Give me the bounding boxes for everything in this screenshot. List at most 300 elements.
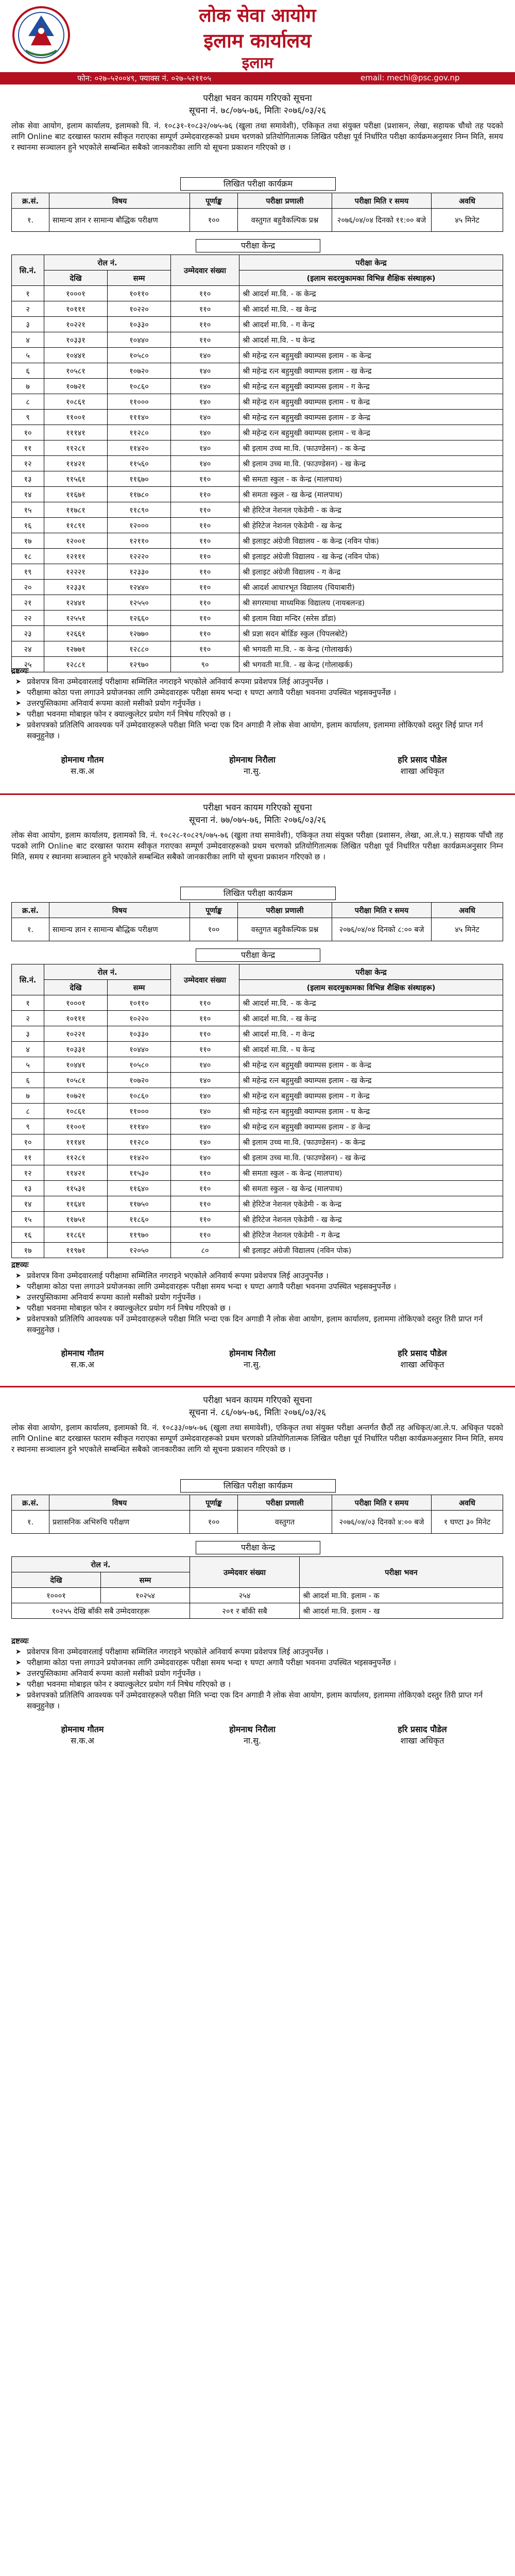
signatory-name: हरि प्रसाद पौडेल	[398, 1724, 447, 1734]
roll-from: १२२२१	[44, 564, 108, 580]
serial-number: १	[12, 286, 44, 301]
candidate-count: १४०	[171, 348, 239, 363]
table-row	[12, 1119, 503, 1134]
schedule-cell: १.	[12, 209, 49, 232]
roll-from: ११५६१	[44, 471, 108, 487]
serial-number: ११	[12, 440, 44, 456]
table-row	[12, 1165, 503, 1181]
candidate-count: २५४	[190, 1588, 300, 1603]
center-head: देखि	[12, 1572, 101, 1588]
roll-from: ११४२१	[44, 456, 108, 471]
note-item: ➤ प्रवेशपत्रको प्रतिलिपि आवश्यक पर्ने उम्मेदवारहरूले परीक्षा मिति भन्दा एक दिन अगाडी नै लोक सेवा आयोग, इलाम कार्यालय, इलाममा तोकिएको दस्तुर तिरी प्राप्त गर्न सक्नुहुनेछ ।	[27, 1690, 501, 1711]
serial-number: १४	[12, 1196, 44, 1212]
notes	[11, 1260, 501, 1335]
center-head: देखि	[44, 980, 108, 995]
center-head: रोल नं.	[44, 964, 171, 980]
roll-range: १०२५५ देखि बाँकी सबै उम्मेदवारहरू	[12, 1603, 190, 1619]
roll-from: ११००१	[44, 1119, 108, 1134]
center-head: (इलाम सदरमुकामका विभिन्न शैक्षिक संस्थाहरू)	[239, 270, 503, 286]
signatory-name: होमनाथ गौतम	[61, 1724, 104, 1734]
note-item: ➤ परीक्षामा कोठा पत्ता लगाउने प्रयोजनका लागि उम्मेदवारहरू परीक्षा समय भन्दा १ घण्टा अगावै परीक्षा भवनमा उपस्थित भइसक्नुपर्नेछ ।	[27, 1657, 501, 1668]
signatory-post: शाखा अधिकृत	[400, 766, 444, 776]
schedule-head: परीक्षा मिति र समय	[332, 1495, 432, 1511]
roll-from: १०५८१	[44, 1073, 108, 1088]
exam-center: श्री आदर्श मा.वि. - ख केन्द्र	[239, 1011, 503, 1026]
signatory-post: शाखा अधिकृत	[400, 1736, 444, 1745]
roll-from: १०५८१	[44, 363, 108, 379]
serial-number: १	[12, 995, 44, 1011]
exam-center: श्री सगरमाथा माध्यमिक विद्यालय (नायबलन्ड)	[239, 595, 503, 611]
schedule-head: पूर्णाङ्क	[190, 903, 238, 918]
signatures	[0, 1347, 515, 1378]
center-head: उम्मेदवार संख्या	[171, 255, 239, 286]
signature-block	[21, 1723, 144, 1746]
roll-to: ११८६०	[108, 1212, 171, 1227]
schedule-cell: १.	[12, 1511, 49, 1534]
table-row	[12, 425, 503, 440]
candidate-count: १४०	[171, 394, 239, 410]
candidate-count: १४०	[171, 1088, 239, 1104]
serial-number: १२	[12, 1165, 44, 1181]
schedule-cell: १००	[190, 209, 238, 232]
schedule-head: अवधि	[432, 1495, 503, 1511]
table-row	[12, 1243, 503, 1258]
roll-from: १०७२१	[44, 1088, 108, 1104]
schedule-cell: १ घण्टा ३० मिनेट	[432, 1511, 503, 1534]
org-name: लोक सेवा आयोग	[199, 5, 316, 26]
notes	[11, 666, 501, 741]
signatures	[0, 1723, 515, 1754]
table-row	[12, 564, 503, 580]
candidate-count: ११०	[171, 995, 239, 1011]
table-row	[12, 549, 503, 564]
roll-to: १०११०	[108, 995, 171, 1011]
note-item: ➤ परीक्षा भवनमा मोबाइल फोन र क्याल्कुलेटर प्रयोग गर्न निषेध गरिएको छ ।	[27, 1679, 501, 1690]
note-item: ➤ उत्तरपुस्तिकामा अनिवार्य रूपमा कालो मसीको प्रयोग गर्नुपर्नेछ ।	[27, 698, 501, 709]
table-row	[12, 1011, 503, 1026]
table-row	[12, 363, 503, 379]
signatory-post: स.क.अ	[71, 1736, 94, 1745]
table-row	[12, 1150, 503, 1165]
center-table	[11, 255, 503, 672]
candidate-count: ९०	[171, 657, 239, 672]
roll-to: १०३३०	[108, 317, 171, 332]
schedule-cell: १००	[190, 918, 238, 941]
office-name: इलाम कार्यालय	[203, 29, 312, 52]
serial-number: ९	[12, 1119, 44, 1134]
candidate-count: १४०	[171, 1134, 239, 1150]
exam-center: श्री समता स्कुल - क केन्द्र (मालपाथ)	[239, 1165, 503, 1181]
roll-to: ११५६०	[108, 456, 171, 471]
letterhead	[0, 0, 515, 88]
serial-number: ११	[12, 1150, 44, 1165]
roll-from: १०७२१	[44, 379, 108, 394]
exam-center: श्री इलाइट अंग्रेजी विद्यालय - ग केन्द्र	[239, 564, 503, 580]
roll-to: १२३३०	[108, 564, 171, 580]
serial-number: ४	[12, 1042, 44, 1057]
exam-center: श्री हेरिटेज नेशनल एकेडेमी - क केन्द्र	[239, 502, 503, 518]
table-row	[12, 456, 503, 471]
serial-number: १४	[12, 487, 44, 502]
table-row	[12, 301, 503, 317]
roll-to: ११४२०	[108, 440, 171, 456]
table-row	[12, 1196, 503, 1212]
notice-paragraph: लोक सेवा आयोग, इलाम कार्यालय, इलामको वि. नं. १०८३३/०७५-७६ (खुला तथा समावेशी), एकिकृत तथा संयुक्त परीक्षा अन्तर्गत छैठौं तह अधिकृत/आ.ले.प. अधिकृत पदको लागि Online बाट दरखास्त फाराम स्वीकृत गराएका सम्पूर्ण उम्मेदवारहरूको प्रथम चरणको प्रतियोगितात्मक लिखित परीक्षा पूर्व निर्धारित परीक्षा कार्यक्रमअनुसार निम्न मिति, समय र स्थानमा सञ्चालन हुने भएकोले सम्बन्धित सबैको जानकारीका लागि यो सूचना प्रकाशन गरिएको छ ।	[11, 1423, 503, 1454]
schedule-head: विषय	[49, 1495, 190, 1511]
candidate-count: १४०	[171, 440, 239, 456]
serial-number: १७	[12, 533, 44, 549]
exam-center: श्री आदर्श मा.वि. - ख केन्द्र	[239, 301, 503, 317]
signatory-post: ना.सु.	[243, 766, 261, 776]
signatory-name: होमनाथ निरौला	[229, 1724, 276, 1734]
schedule-head: परीक्षा प्रणाली	[238, 1495, 332, 1511]
exam-center: श्री महेन्द्र रत्न बहुमुखी क्याम्पस इलाम - घ केन्द्र	[239, 1104, 503, 1119]
note-item: ➤ परीक्षामा कोठा पत्ता लगाउने प्रयोजनका लागि उम्मेदवारहरू परीक्षा समय भन्दा १ घण्टा अगावै परीक्षा भवनमा उपस्थित भइसक्नुपर्नेछ ।	[27, 1281, 501, 1292]
roll-from: १०००१	[12, 1588, 101, 1603]
serial-number: १३	[12, 471, 44, 487]
roll-to: १११४०	[108, 410, 171, 425]
roll-from: १०३३१	[44, 332, 108, 348]
exam-center: श्री महेन्द्र रत्न बहुमुखी क्याम्पस इलाम - घ केन्द्र	[239, 394, 503, 410]
schedule-cell: १.	[12, 918, 49, 941]
roll-to: ११२८०	[108, 425, 171, 440]
roll-from: ११७५१	[44, 1212, 108, 1227]
signatory-post: शाखा अधिकृत	[400, 1360, 444, 1369]
schedule-title: लिखित परीक्षा कार्यक्रम	[180, 1479, 336, 1493]
schedule-cell: २०७६/०४/०४ दिनको ११:०० बजे	[332, 209, 432, 232]
table-row	[12, 410, 503, 425]
exam-center: श्री महेन्द्र रत्न बहुमुखी क्याम्पस इलाम - ख केन्द्र	[239, 1073, 503, 1088]
exam-center: श्री आदर्श मा.वि. - घ केन्द्र	[239, 332, 503, 348]
center-head: सम्म	[101, 1572, 190, 1588]
table-row	[12, 440, 503, 456]
candidate-count: ११०	[171, 1026, 239, 1042]
signature-block	[191, 1723, 314, 1746]
roll-to: ११७८०	[108, 487, 171, 502]
table-row	[12, 641, 503, 657]
exam-center: श्री महेन्द्र रत्न बहुमुखी क्याम्पस इलाम - क केन्द्र	[239, 1057, 503, 1073]
exam-center: श्री आदर्श मा.वि. - घ केन्द्र	[239, 1042, 503, 1057]
roll-from: १०२२१	[44, 1026, 108, 1042]
center-head: रोल नं.	[12, 1557, 190, 1572]
schedule-title: लिखित परीक्षा कार्यक्रम	[180, 177, 336, 191]
serial-number: १२	[12, 456, 44, 471]
candidate-count: ११०	[171, 471, 239, 487]
center-title: परीक्षा केन्द्र	[196, 948, 320, 962]
roll-to: ११०००	[108, 394, 171, 410]
candidate-count: ११०	[171, 611, 239, 626]
serial-number: ४	[12, 332, 44, 348]
roll-from: ११२८१	[44, 1150, 108, 1165]
table-row	[12, 518, 503, 533]
table-row	[12, 595, 503, 611]
roll-to: १०७२०	[108, 363, 171, 379]
table-row	[12, 1588, 503, 1603]
serial-number: ५	[12, 348, 44, 363]
exam-center: श्री महेन्द्र रत्न बहुमुखी क्याम्पस इलाम - क केन्द्र	[239, 348, 503, 363]
roll-to: ११०००	[108, 1104, 171, 1119]
table-row	[12, 626, 503, 641]
exam-center: श्री इलाम विद्या मन्दिर (सरेस डाँडा)	[239, 611, 503, 626]
schedule-cell: २०७६/०४/०३ दिनको ४:०० बजे	[332, 1511, 432, 1534]
signature-block	[360, 1347, 484, 1370]
exam-center: श्री हेरिटेज नेशनल एकेडेमी - क केन्द्र	[239, 1196, 503, 1212]
signatory-name: हरि प्रसाद पौडेल	[398, 1348, 447, 1358]
center-head: देखि	[44, 270, 108, 286]
notice-number: सूचना नं. ७७/०७५-७६, मितिः २०७६/०३/२६	[189, 815, 326, 825]
candidate-count: १४०	[171, 1119, 239, 1134]
notes-list	[11, 1647, 501, 1711]
schedule-head: विषय	[49, 193, 190, 209]
candidate-count: ११०	[171, 595, 239, 611]
candidate-count: १४०	[171, 1150, 239, 1165]
serial-number: १५	[12, 1212, 44, 1227]
candidate-count: ११०	[171, 533, 239, 549]
serial-number: १३	[12, 1181, 44, 1196]
notes-label: द्रष्टव्यः	[11, 1260, 29, 1269]
serial-number: १६	[12, 518, 44, 533]
exam-center: श्री आदर्श मा.वि. - क केन्द्र	[239, 995, 503, 1011]
candidate-count: २०१ र बाँकी सबै	[190, 1603, 300, 1619]
exam-center: श्री महेन्द्र रत्न बहुमुखी क्याम्पस इलाम - च केन्द्र	[239, 425, 503, 440]
roll-from: ११६७१	[44, 487, 108, 502]
table-row	[12, 394, 503, 410]
candidate-count: १४०	[171, 363, 239, 379]
roll-from: १०००१	[44, 286, 108, 301]
roll-to: १०३३०	[108, 1026, 171, 1042]
roll-to: १०८६०	[108, 1088, 171, 1104]
schedule-cell: सामान्य ज्ञान र सामान्य बौद्धिक परीक्षण	[49, 209, 190, 232]
notice-3	[0, 1394, 515, 1909]
candidate-count: ११०	[171, 564, 239, 580]
roll-to: ११६४०	[108, 1181, 171, 1196]
serial-number: २०	[12, 580, 44, 595]
signature-block	[191, 754, 314, 776]
candidate-count: ११०	[171, 549, 239, 564]
exam-center: श्री इलाइट अंग्रेजी विद्यालय (नविन पोक)	[239, 1243, 503, 1258]
exam-center: श्री आदर्श मा.वि. इलाम - क	[300, 1588, 503, 1603]
candidate-count: ११०	[171, 580, 239, 595]
schedule-head: विषय	[49, 903, 190, 918]
roll-from: ११६४१	[44, 1196, 108, 1212]
note-item: ➤ उत्तरपुस्तिकामा अनिवार्य रूपमा कालो मसीको प्रयोग गर्नुपर्नेछ ।	[27, 1292, 501, 1303]
center-title: परीक्षा केन्द्र	[196, 1541, 320, 1554]
note-item: ➤ प्रवेशपत्र विना उम्मेदवारलाई परीक्षामा सम्मिलित नगराइने भएकोले अनिवार्य रूपमा प्रवेशपत्र लिई आउनुपर्नेछ ।	[27, 1270, 501, 1281]
roll-from: ११७८१	[44, 502, 108, 518]
candidate-count: १४०	[171, 1073, 239, 1088]
roll-from: १०००१	[44, 995, 108, 1011]
exam-center: श्री आदर्श मा.वि. - ग केन्द्र	[239, 1026, 503, 1042]
serial-number: ६	[12, 1073, 44, 1088]
table-row	[12, 1603, 503, 1619]
candidate-count: ११०	[171, 641, 239, 657]
notes	[11, 1636, 501, 1711]
schedule-head: अवधि	[432, 903, 503, 918]
roll-from: १०८६१	[44, 1104, 108, 1119]
schedule-cell: २०७६/०४/०४ दिनको ८:०० बजे	[332, 918, 432, 941]
schedule-head: परीक्षा प्रणाली	[238, 193, 332, 209]
schedule-head: क्र.सं.	[12, 1495, 49, 1511]
schedule-head: अवधि	[432, 193, 503, 209]
table-row	[12, 995, 503, 1011]
table-row	[12, 580, 503, 595]
serial-number: ८	[12, 394, 44, 410]
table-row	[12, 1227, 503, 1243]
roll-from: १२५५१	[44, 611, 108, 626]
roll-to: १२०५०	[108, 1243, 171, 1258]
roll-to: १०११०	[108, 286, 171, 301]
center-head: सि.नं.	[12, 964, 44, 995]
table-row	[12, 1104, 503, 1119]
serial-number: १७	[12, 1243, 44, 1258]
note-item: ➤ परीक्षा भवनमा मोबाइल फोन र क्याल्कुलेटर प्रयोग गर्न निषेध गरिएको छ ।	[27, 1303, 501, 1314]
section-divider	[0, 1386, 515, 1387]
notes-label: द्रष्टव्यः	[11, 1636, 29, 1646]
candidate-count: ११०	[171, 1212, 239, 1227]
phone-fax: फोन: ०२७–५२००४९, फ्याक्स नं. ०२७–५२११०५	[77, 74, 212, 83]
roll-from: १२७७१	[44, 641, 108, 657]
schedule-head: पूर्णाङ्क	[190, 1495, 238, 1511]
serial-number: ९	[12, 410, 44, 425]
signatory-name: हरि प्रसाद पौडेल	[398, 755, 447, 765]
candidate-count: १४०	[171, 456, 239, 471]
serial-number: २	[12, 301, 44, 317]
roll-to: १२५५०	[108, 595, 171, 611]
roll-to: ११२८०	[108, 1134, 171, 1150]
candidate-count: १४०	[171, 1057, 239, 1073]
schedule-cell: ४५ मिनेट	[432, 209, 503, 232]
roll-to: १२६६०	[108, 611, 171, 626]
exam-center: श्री समता स्कुल - ख केन्द्र (मालपाथ)	[239, 487, 503, 502]
serial-number: ६	[12, 363, 44, 379]
exam-center: श्री भगवती मा.वि. - ख केन्द्र (गोलाखर्क)	[239, 657, 503, 672]
schedule-cell: वस्तुगत बहुवैकल्पिक प्रश्न	[238, 918, 332, 941]
roll-to: १२८८०	[108, 641, 171, 657]
signatory-post: ना.सु.	[243, 1736, 261, 1745]
serial-number: १८	[12, 549, 44, 564]
roll-to: १२४४०	[108, 580, 171, 595]
roll-from: १२६६१	[44, 626, 108, 641]
note-item: ➤ प्रवेशपत्रको प्रतिलिपि आवश्यक पर्ने उम्मेदवारहरूले परीक्षा मिति भन्दा एक दिन अगाडी नै लोक सेवा आयोग, इलाम कार्यालय, इलाममा लोकिएको दस्तुर लिई प्राप्त गर्न सक्नुहुनेछ ।	[27, 720, 501, 741]
table-row	[12, 317, 503, 332]
notes-label: द्रष्टव्यः	[11, 666, 29, 675]
center-table	[11, 964, 503, 1258]
roll-from: १११४१	[44, 1134, 108, 1150]
roll-from: ११५३१	[44, 1181, 108, 1196]
exam-center: श्री समता स्कुल - क केन्द्र (मालपाथ)	[239, 471, 503, 487]
candidate-count: ११०	[171, 1196, 239, 1212]
roll-from: ११८९१	[44, 518, 108, 533]
candidate-count: १४०	[171, 410, 239, 425]
roll-to: १२७७०	[108, 626, 171, 641]
table-row	[12, 1181, 503, 1196]
roll-to: १११४०	[108, 1119, 171, 1134]
roll-from: ११४२१	[44, 1165, 108, 1181]
serial-number: २	[12, 1011, 44, 1026]
notice-paragraph: लोक सेवा आयोग, इलाम कार्यालय, इलामको वि. नं. १०८३१-१०८३२/०७५-७६ (खुला तथा समावेशी), एकिकृत तथा संयुक्त परीक्षा (प्रशासन, लेखा, सहायक चौथो तह पदको लागि Online बाट दरखास्त फाराम स्वीकृत गराएका सम्पूर्ण उम्मेदवारहरूको प्रथम चरणको प्रतियोगितात्मक लिखित परीक्षा पूर्व निर्धारित परीक्षा कार्यक्रमअनुसार निम्न मिति, समय र स्थानमा सञ्चालन हुने भएकोले सम्बन्धित सबैको जानकारीका लागि यो सूचना प्रकाशन गरिएको छ ।	[11, 121, 503, 152]
note-item: ➤ उत्तरपुस्तिकामा अनिवार्य रूपमा कालो मसीको प्रयोग गर्नुपर्नेछ ।	[27, 1668, 501, 1679]
table-row	[12, 487, 503, 502]
roll-to: १२०००	[108, 518, 171, 533]
candidate-count: ८०	[171, 1243, 239, 1258]
exam-center: श्री इलाइट अंग्रेजी विद्यालय - क केन्द्र (नविन पोक)	[239, 533, 503, 549]
serial-number: २३	[12, 626, 44, 641]
roll-to: ११७५०	[108, 1196, 171, 1212]
table-row	[12, 1088, 503, 1104]
signatory-post: ना.सु.	[243, 1360, 261, 1369]
roll-from: ११२८१	[44, 440, 108, 456]
roll-to: ११६७०	[108, 471, 171, 487]
roll-to: १२११०	[108, 533, 171, 549]
roll-to: १२२२०	[108, 549, 171, 564]
table-row	[12, 1134, 503, 1150]
roll-to: १०७२०	[108, 1073, 171, 1088]
signature-block	[21, 754, 144, 776]
exam-center: श्री इलाम उच्च मा.वि. (फाउण्डेसन) - ख केन्द्र	[239, 1150, 503, 1165]
roll-to: ११९७०	[108, 1227, 171, 1243]
roll-to: १०४४०	[108, 1042, 171, 1057]
center-head: सम्म	[108, 270, 171, 286]
signatory-name: होमनाथ गौतम	[61, 755, 104, 765]
serial-number: १०	[12, 1134, 44, 1150]
table-row	[12, 1026, 503, 1042]
email-address: email: mechi@psc.gov.np	[360, 73, 460, 82]
roll-to: १०४४०	[108, 332, 171, 348]
serial-number: १०	[12, 425, 44, 440]
candidate-count: ११०	[171, 626, 239, 641]
candidate-count: ११०	[171, 518, 239, 533]
serial-number: ३	[12, 1026, 44, 1042]
serial-number: १९	[12, 564, 44, 580]
signature-block	[360, 754, 484, 776]
notes-list	[11, 676, 501, 741]
signatory-name: होमनाथ गौतम	[61, 1348, 104, 1358]
table-row	[12, 611, 503, 626]
roll-from: १०४४१	[44, 348, 108, 363]
roll-to: १०२२०	[108, 1011, 171, 1026]
signature-block	[191, 1347, 314, 1370]
center-head: परीक्षा भवन	[300, 1557, 503, 1588]
roll-from: १०१११	[44, 301, 108, 317]
serial-number: २२	[12, 611, 44, 626]
notice-title: परीक्षा भवन कायम गरिएको सूचना	[203, 803, 312, 813]
table-row	[12, 348, 503, 363]
candidate-count: ११०	[171, 502, 239, 518]
center-head: परीक्षा केन्द्र	[239, 255, 503, 270]
center-head: सि.नं.	[12, 255, 44, 286]
candidate-count: ११०	[171, 487, 239, 502]
roll-from: १२४४१	[44, 595, 108, 611]
table-row	[12, 286, 503, 301]
section-divider	[0, 793, 515, 795]
table-row	[12, 1057, 503, 1073]
serial-number: २४	[12, 641, 44, 657]
roll-from: १०४४१	[44, 1057, 108, 1073]
exam-center: श्री हेरिटेज नेशनल एकेडेमी - ख केन्द्र	[239, 1212, 503, 1227]
roll-to: ११४२०	[108, 1150, 171, 1165]
exam-center: श्री महेन्द्र रत्न बहुमुखी क्याम्पस इलाम - ङ केन्द्र	[239, 410, 503, 425]
center-head: सम्म	[108, 980, 171, 995]
candidate-count: ११०	[171, 1011, 239, 1026]
schedule-table	[11, 193, 503, 232]
signatory-name: होमनाथ निरौला	[229, 1348, 276, 1358]
note-item: ➤ प्रवेशपत्र विना उम्मेदवारलाई परीक्षामा सम्मिलित नगराइने भएकोले अनिवार्य रूपमा प्रवेशपत्र लिई आउनुपर्नेछ ।	[27, 676, 501, 687]
note-item: ➤ परीक्षा भवनमा मोबाइल फोन र क्याल्कुलेटर प्रयोग गर्न निषेध गरिएको छ ।	[27, 709, 501, 720]
exam-center: श्री इलाम उच्च मा.वि. (फाउण्डेसन) - ख केन्द्र	[239, 456, 503, 471]
exam-center: श्री समता स्कुल - ख केन्द्र (मालपाथ)	[239, 1181, 503, 1196]
exam-center: श्री भगवती मा.वि. - क केन्द्र (गोलाखर्क)	[239, 641, 503, 657]
roll-from: १२८८१	[44, 657, 108, 672]
